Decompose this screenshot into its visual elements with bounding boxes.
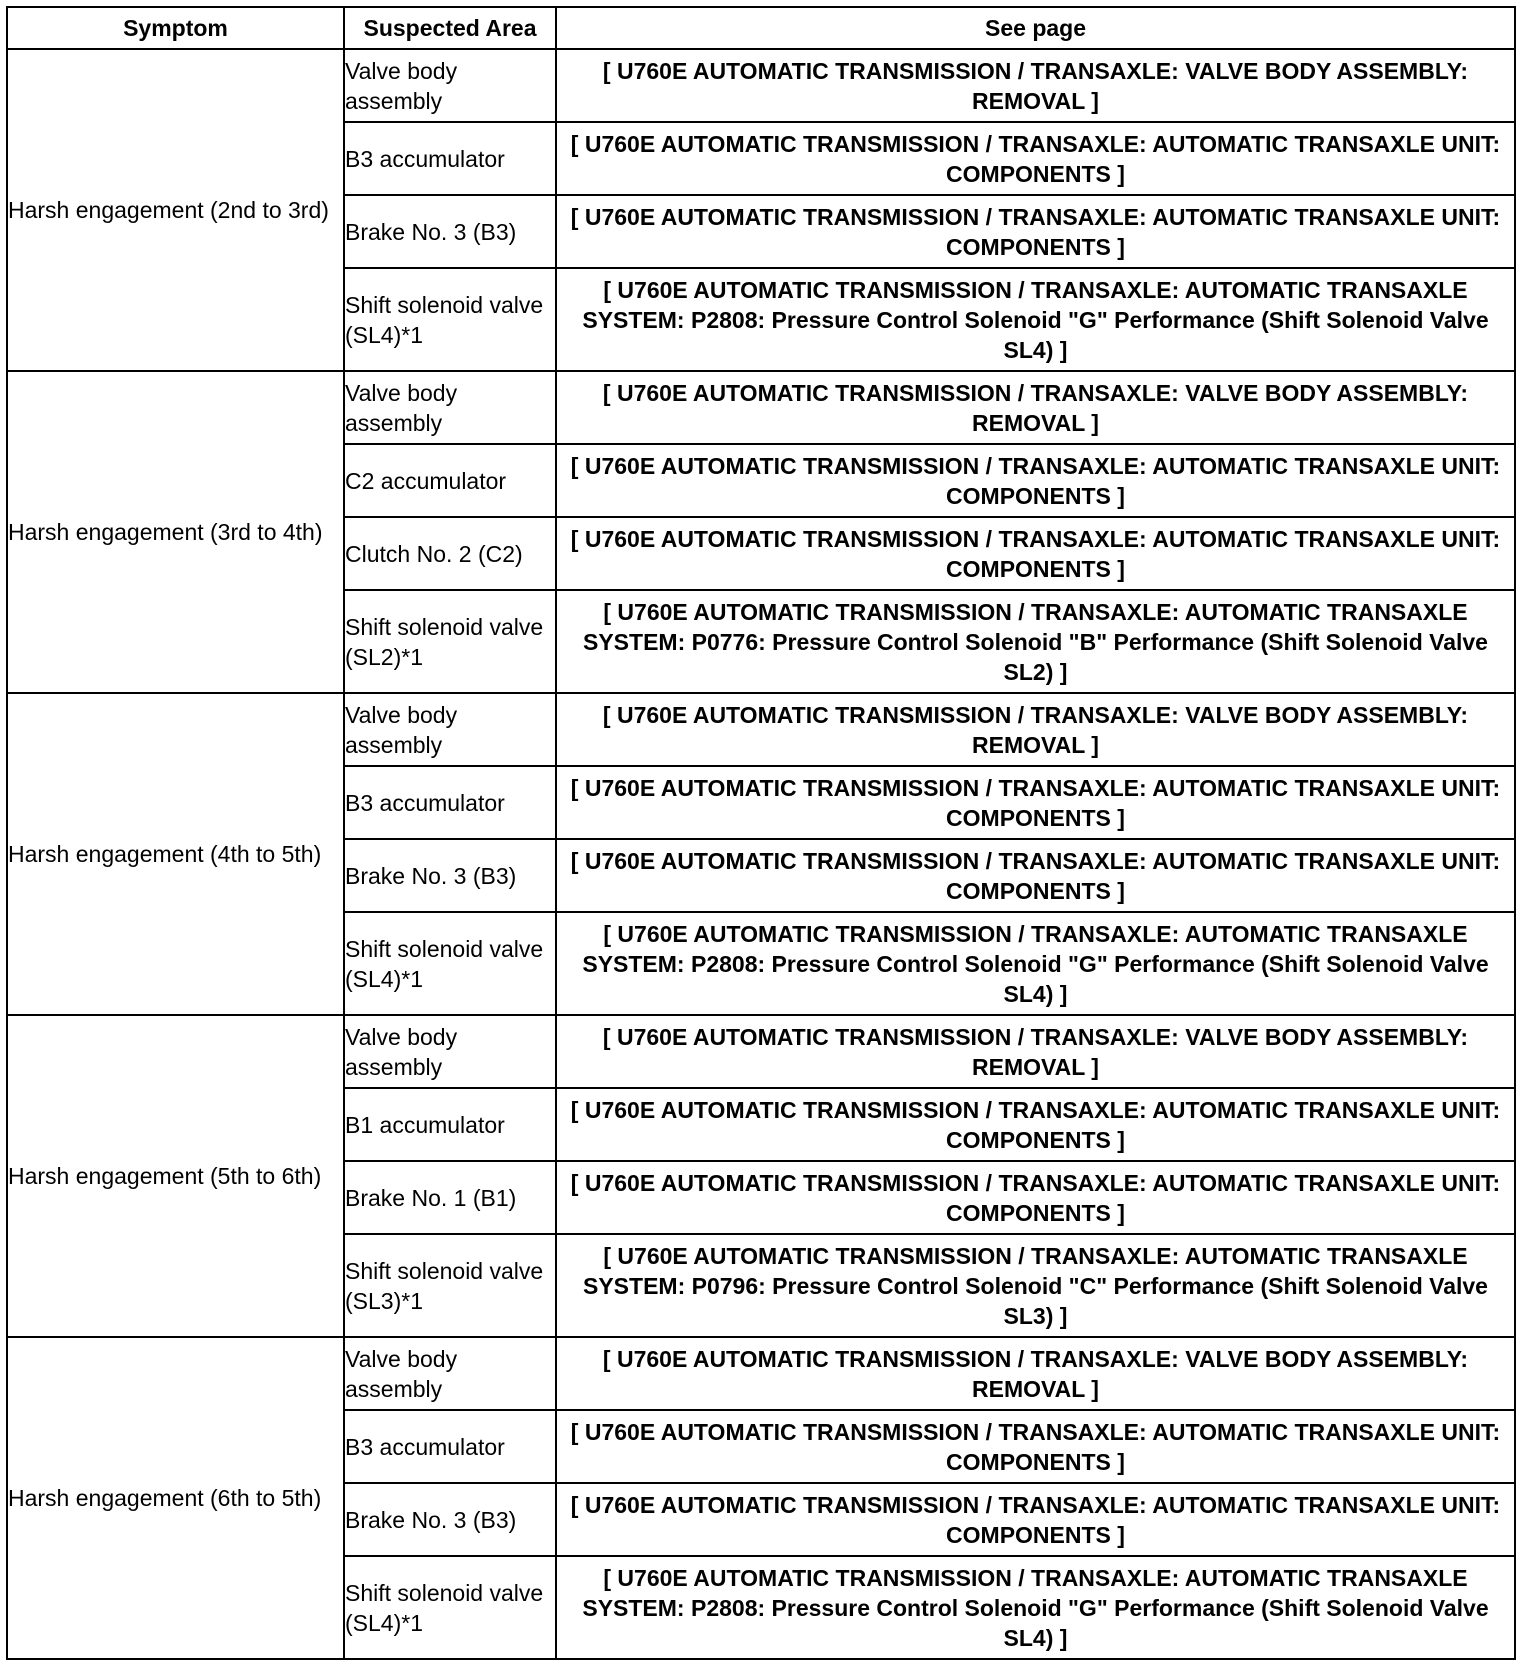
see-page-link[interactable]: [ U760E AUTOMATIC TRANSMISSION / TRANSAXLE: AUTOMATIC TRANSAXLE UNIT: COMPONENTS ]: [556, 1483, 1515, 1556]
table-row: [7, 1015, 1515, 1088]
see-page-link[interactable]: [ U760E AUTOMATIC TRANSMISSION / TRANSAXLE: AUTOMATIC TRANSAXLE UNIT: COMPONENTS ]: [556, 444, 1515, 517]
suspected-area-cell: B3 accumulator: [344, 766, 556, 839]
suspected-area-cell: Shift solenoid valve (SL2)*1: [344, 590, 556, 693]
suspected-area-cell: Shift solenoid valve (SL3)*1: [344, 1234, 556, 1337]
see-page-link[interactable]: [ U760E AUTOMATIC TRANSMISSION / TRANSAXLE: VALVE BODY ASSEMBLY: REMOVAL ]: [556, 693, 1515, 766]
suspected-area-cell: Brake No. 3 (B3): [344, 1483, 556, 1556]
suspected-area-cell: Brake No. 3 (B3): [344, 195, 556, 268]
see-page-link[interactable]: [ U760E AUTOMATIC TRANSMISSION / TRANSAXLE: AUTOMATIC TRANSAXLE SYSTEM: P2808: Pressure Control Solenoid "G" Performance (Shift Solenoid Valve SL4) ]: [556, 1556, 1515, 1659]
suspected-area-cell: Valve body assembly: [344, 693, 556, 766]
table-header-row: [7, 7, 1515, 49]
see-page-link[interactable]: [ U760E AUTOMATIC TRANSMISSION / TRANSAXLE: AUTOMATIC TRANSAXLE UNIT: COMPONENTS ]: [556, 195, 1515, 268]
suspected-area-cell: B3 accumulator: [344, 122, 556, 195]
suspected-area-cell: Valve body assembly: [344, 371, 556, 444]
suspected-area-cell: Shift solenoid valve (SL4)*1: [344, 912, 556, 1015]
see-page-link[interactable]: [ U760E AUTOMATIC TRANSMISSION / TRANSAXLE: AUTOMATIC TRANSAXLE UNIT: COMPONENTS ]: [556, 1410, 1515, 1483]
see-page-link[interactable]: [ U760E AUTOMATIC TRANSMISSION / TRANSAXLE: AUTOMATIC TRANSAXLE SYSTEM: P2808: Pressure Control Solenoid "G" Performance (Shift Solenoid Valve SL4) ]: [556, 268, 1515, 371]
suspected-area-cell: B3 accumulator: [344, 1410, 556, 1483]
suspected-area-cell: Valve body assembly: [344, 49, 556, 122]
symptom-cell: Harsh engagement (3rd to 4th): [7, 371, 344, 693]
symptom-cell: Harsh engagement (2nd to 3rd): [7, 49, 344, 371]
column-header-suspected-area: Suspected Area: [344, 7, 556, 49]
column-header-see-page: See page: [556, 7, 1515, 49]
see-page-link[interactable]: [ U760E AUTOMATIC TRANSMISSION / TRANSAXLE: VALVE BODY ASSEMBLY: REMOVAL ]: [556, 49, 1515, 122]
symptom-table: [6, 6, 1516, 1660]
suspected-area-cell: Valve body assembly: [344, 1337, 556, 1410]
see-page-link[interactable]: [ U760E AUTOMATIC TRANSMISSION / TRANSAXLE: AUTOMATIC TRANSAXLE UNIT: COMPONENTS ]: [556, 766, 1515, 839]
suspected-area-cell: C2 accumulator: [344, 444, 556, 517]
table-row: [7, 49, 1515, 122]
see-page-link[interactable]: [ U760E AUTOMATIC TRANSMISSION / TRANSAXLE: AUTOMATIC TRANSAXLE UNIT: COMPONENTS ]: [556, 122, 1515, 195]
suspected-area-cell: Valve body assembly: [344, 1015, 556, 1088]
see-page-link[interactable]: [ U760E AUTOMATIC TRANSMISSION / TRANSAXLE: AUTOMATIC TRANSAXLE SYSTEM: P2808: Pressure Control Solenoid "G" Performance (Shift Solenoid Valve SL4) ]: [556, 912, 1515, 1015]
see-page-link[interactable]: [ U760E AUTOMATIC TRANSMISSION / TRANSAXLE: AUTOMATIC TRANSAXLE UNIT: COMPONENTS ]: [556, 1088, 1515, 1161]
see-page-link[interactable]: [ U760E AUTOMATIC TRANSMISSION / TRANSAXLE: AUTOMATIC TRANSAXLE UNIT: COMPONENTS ]: [556, 839, 1515, 912]
see-page-link[interactable]: [ U760E AUTOMATIC TRANSMISSION / TRANSAXLE: AUTOMATIC TRANSAXLE UNIT: COMPONENTS ]: [556, 1161, 1515, 1234]
symptom-cell: Harsh engagement (5th to 6th): [7, 1015, 344, 1337]
suspected-area-cell: Clutch No. 2 (C2): [344, 517, 556, 590]
symptom-cell: Harsh engagement (4th to 5th): [7, 693, 344, 1015]
table-row: [7, 371, 1515, 444]
see-page-link[interactable]: [ U760E AUTOMATIC TRANSMISSION / TRANSAXLE: VALVE BODY ASSEMBLY: REMOVAL ]: [556, 1015, 1515, 1088]
see-page-link[interactable]: [ U760E AUTOMATIC TRANSMISSION / TRANSAXLE: VALVE BODY ASSEMBLY: REMOVAL ]: [556, 1337, 1515, 1410]
table-row: [7, 693, 1515, 766]
see-page-link[interactable]: [ U760E AUTOMATIC TRANSMISSION / TRANSAXLE: AUTOMATIC TRANSAXLE SYSTEM: P0776: Pressure Control Solenoid "B" Performance (Shift Solenoid Valve SL2) ]: [556, 590, 1515, 693]
suspected-area-cell: Brake No. 1 (B1): [344, 1161, 556, 1234]
suspected-area-cell: Brake No. 3 (B3): [344, 839, 556, 912]
see-page-link[interactable]: [ U760E AUTOMATIC TRANSMISSION / TRANSAXLE: AUTOMATIC TRANSAXLE UNIT: COMPONENTS ]: [556, 517, 1515, 590]
see-page-link[interactable]: [ U760E AUTOMATIC TRANSMISSION / TRANSAXLE: VALVE BODY ASSEMBLY: REMOVAL ]: [556, 371, 1515, 444]
suspected-area-cell: B1 accumulator: [344, 1088, 556, 1161]
symptom-cell: Harsh engagement (6th to 5th): [7, 1337, 344, 1659]
suspected-area-cell: Shift solenoid valve (SL4)*1: [344, 1556, 556, 1659]
column-header-symptom: Symptom: [7, 7, 344, 49]
suspected-area-cell: Shift solenoid valve (SL4)*1: [344, 268, 556, 371]
table-row: [7, 1337, 1515, 1410]
see-page-link[interactable]: [ U760E AUTOMATIC TRANSMISSION / TRANSAXLE: AUTOMATIC TRANSAXLE SYSTEM: P0796: Pressure Control Solenoid "C" Performance (Shift Solenoid Valve SL3) ]: [556, 1234, 1515, 1337]
